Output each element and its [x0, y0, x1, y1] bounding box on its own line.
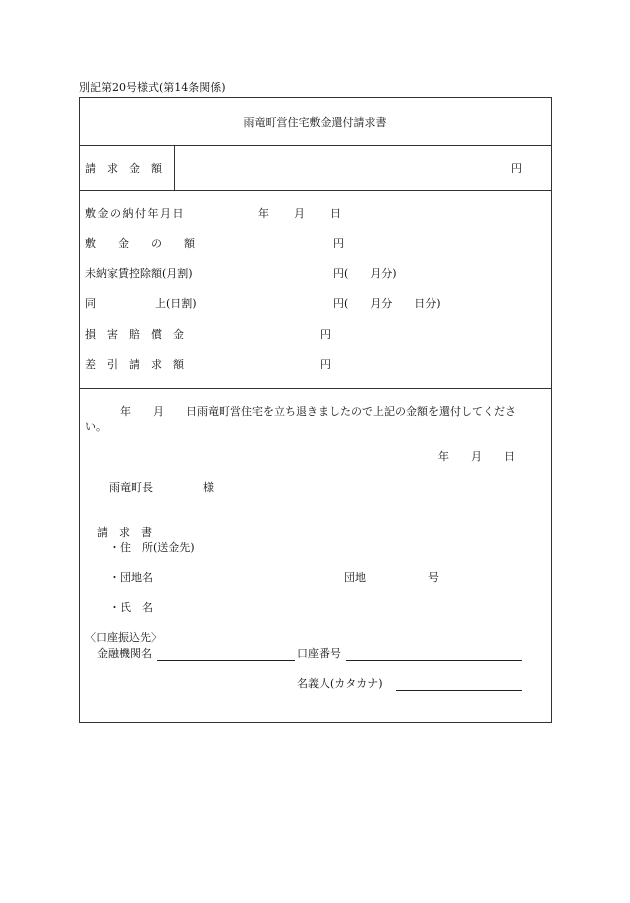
statement-date: 年 月 日	[438, 450, 515, 463]
deposit-amount-label: 敷 金 の 額	[85, 237, 195, 250]
net-claim-label: 差 引 請 求 額	[85, 358, 184, 371]
net-claim-unit: 円	[320, 358, 331, 371]
bank-heading: 〈口座振込先〉	[85, 631, 162, 644]
deposit-date-month: 月	[294, 207, 305, 220]
unpaid-rent-label: 未納家賃控除額(月割)	[85, 267, 193, 280]
claimant-name-label: ・氏 名	[109, 601, 153, 614]
deposit-date-year: 年	[258, 207, 269, 220]
claimant-number-unit: 号	[428, 571, 439, 584]
statement-line-2: い。	[85, 420, 107, 433]
daily-rent-label: 上(日割)	[155, 297, 197, 310]
divider-claim	[79, 190, 552, 191]
unpaid-rent-unit: 円( 月分)	[333, 267, 397, 280]
divider-details	[79, 388, 552, 389]
claimant-heading: 請 求 書	[97, 526, 152, 539]
deposit-date-label: 敷金の納付年月日	[85, 207, 185, 220]
divider-title	[79, 145, 552, 146]
deposit-date-day: 日	[330, 207, 341, 220]
statement-line-1: 年 月 日雨竜町営住宅を立ち退きましたので上記の金額を還付してくださ	[120, 405, 516, 418]
daily-rent-same-label: 同	[85, 297, 96, 310]
claim-amount-unit: 円	[511, 162, 522, 175]
bank-holder-field[interactable]	[396, 690, 522, 691]
bank-institution-label: 金融機関名	[97, 647, 152, 660]
claimant-address-label: ・住 所(送金先)	[109, 541, 195, 554]
bank-institution-field[interactable]	[157, 660, 295, 661]
deposit-amount-unit: 円	[333, 237, 344, 250]
claimant-complex-label: ・団地名	[109, 571, 153, 584]
daily-rent-unit: 円( 月分 日分)	[333, 297, 441, 310]
damage-label: 損 害 賠 償 金	[85, 328, 184, 341]
bank-holder-label: 名義人(カタカナ)	[297, 677, 383, 690]
addressee: 雨竜町長	[109, 481, 153, 494]
addressee-honorific: 様	[203, 481, 214, 494]
bank-account-label: 口座番号	[297, 647, 341, 660]
bank-account-field[interactable]	[346, 660, 522, 661]
claim-amount-label: 請 求 金 額	[85, 162, 162, 175]
form-title: 雨竜町営住宅敷金還付請求書	[243, 116, 387, 129]
claimant-complex-unit: 団地	[344, 571, 366, 584]
claim-amount-field[interactable]	[178, 150, 546, 186]
claim-divider	[174, 145, 175, 190]
damage-unit: 円	[320, 328, 331, 341]
form-id: 別記第20号様式(第14条関係)	[79, 81, 226, 94]
